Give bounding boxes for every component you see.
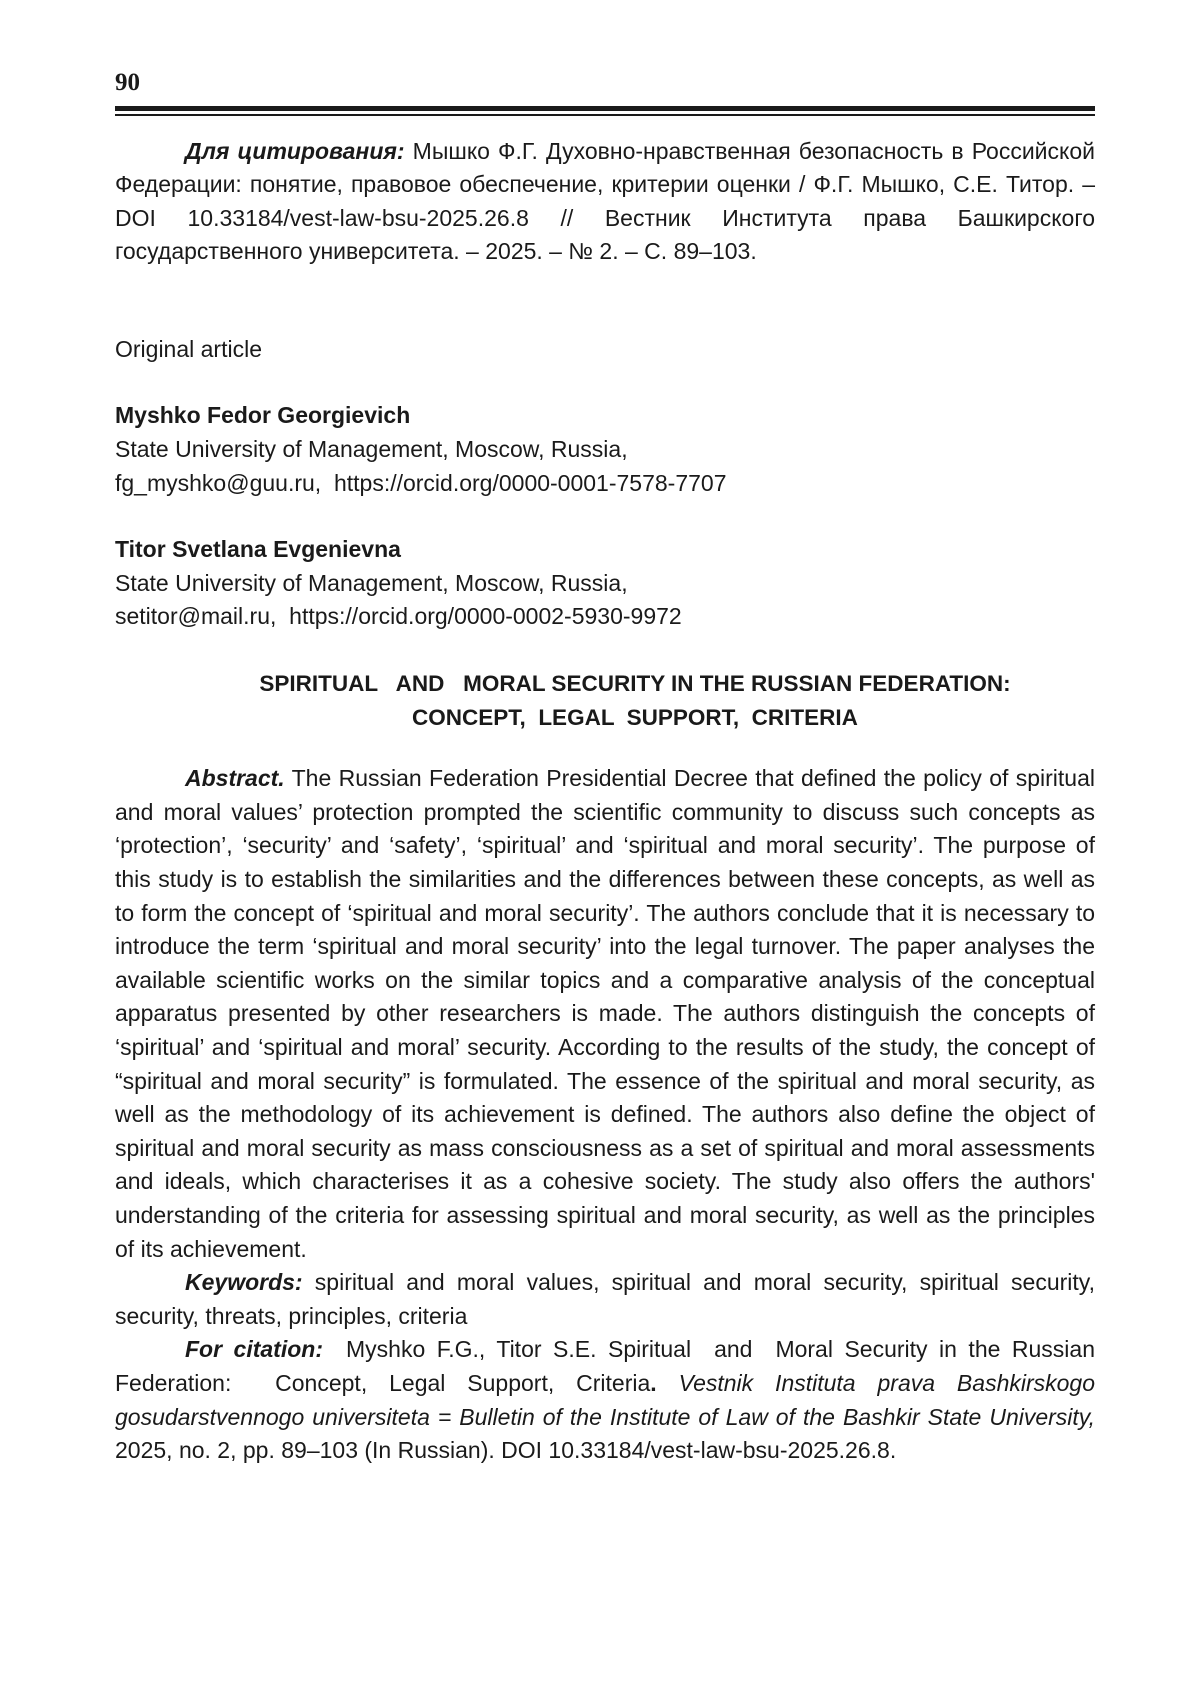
abstract (115, 762, 1095, 1266)
keywords-text: spiritual and moral values, spiritual and moral security, spiritual security, security, threats, principles, criteria (115, 1269, 1095, 1329)
header-rule-thin (115, 114, 1095, 116)
abstract-text: The Russian Federation Presidential Decree that defined the policy of spiritual and moral values’ protection prompted the scientific community to discuss such concepts as ‘protection’, ‘security’ and ‘safety’, ‘spiritual’ and ‘spiritual and moral security’. The purpose of this study is to establish the similarities and the differences between these concepts, as well as to form the concept of ‘spiritual and moral security’. The authors conclude that it is necessary to introduce the term ‘spiritual and moral security’ into the legal turnover. The paper analyses the available scientific works on the similar topics and a comparative analysis of the conceptual apparatus presented by other researchers is made. The authors distinguish the concepts of ‘spiritual’ and ‘spiritual and moral’ security. According to the results of the study, the concept of “spiritual and moral security” is formulated. The essence of the spiritual and moral security, as well as the methodology of its achievement is defined. The authors also define the object of spiritual and moral security as mass consciousness as a set of spiritual and moral assessments and ideals, which characterises it as a cohesive society. The study also offers the authors' understanding of the criteria for assessing spiritual and moral security, as well as the principles of its achievement. (115, 765, 1095, 1262)
citation-ru-label: Для цитирования: (185, 137, 405, 164)
header-rule-thick (115, 106, 1095, 111)
author-name: Titor Svetlana Evgenievna (115, 536, 401, 563)
abstract-label: Abstract. (185, 765, 285, 792)
keywords-label: Keywords: (185, 1269, 303, 1296)
citation-ru-text: Мышко Ф.Г. Духовно-нравственная безопасность в Российской Федерации: понятие, правовое обеспечение, критерии оценки / Ф.Г. Мышко, С.Е. Титор. – DOI 10.33184/vest-law-bsu-2025.26.8 // Вестник Института права Башкирского государственного университета. – 2025. – № 2. – С. 89–103. (115, 137, 1102, 265)
author-affiliation: State University of Management, Moscow, Russia, (115, 569, 628, 596)
article-title-line-2: CONCEPT, LEGAL SUPPORT, CRITERIA (412, 704, 858, 730)
author-block (115, 533, 1095, 634)
header-rule (115, 106, 1095, 116)
page (115, 68, 1102, 1468)
author-block (115, 399, 1095, 500)
citation-en (115, 1333, 1102, 1467)
article-type: Original article (115, 335, 262, 362)
citation-en-details: 2025, no. 2, pp. 89–103 (In Russian). DOI 10.33184/vest-law-bsu-2025.26.8. (115, 1403, 1102, 1464)
page-number: 90 (115, 69, 140, 96)
citation-en-text: Myshko F.G., Titor S.E. Spiritual and Moral Security in the Russian Federation: Concept, Legal Support, Criteria (115, 1336, 1102, 1396)
article-title-line-1: SPIRITUAL AND MORAL SECURITY IN THE RUSSIAN FEDERATION: (259, 671, 1011, 697)
citation-en-period: . (650, 1369, 657, 1396)
keywords (115, 1266, 1095, 1333)
citation-en-journal: Vestnik Instituta prava Bashkirskogo gosudarstvennogo universiteta = Bulletin of the Institute of Law of the Bashkir State University, (115, 1369, 1102, 1430)
author-affiliation: State University of Management, Moscow, Russia, (115, 436, 628, 463)
citation-ru (115, 135, 1102, 269)
article-title (115, 667, 1095, 734)
author-contact: setitor@mail.ru, https://orcid.org/0000-0002-5930-9972 (115, 603, 682, 630)
citation-en-label: For citation: (185, 1336, 323, 1363)
author-contact: fg_myshko@guu.ru, https://orcid.org/0000-0001-7578-7707 (115, 469, 727, 496)
author-name: Myshko Fedor Georgievich (115, 402, 411, 429)
